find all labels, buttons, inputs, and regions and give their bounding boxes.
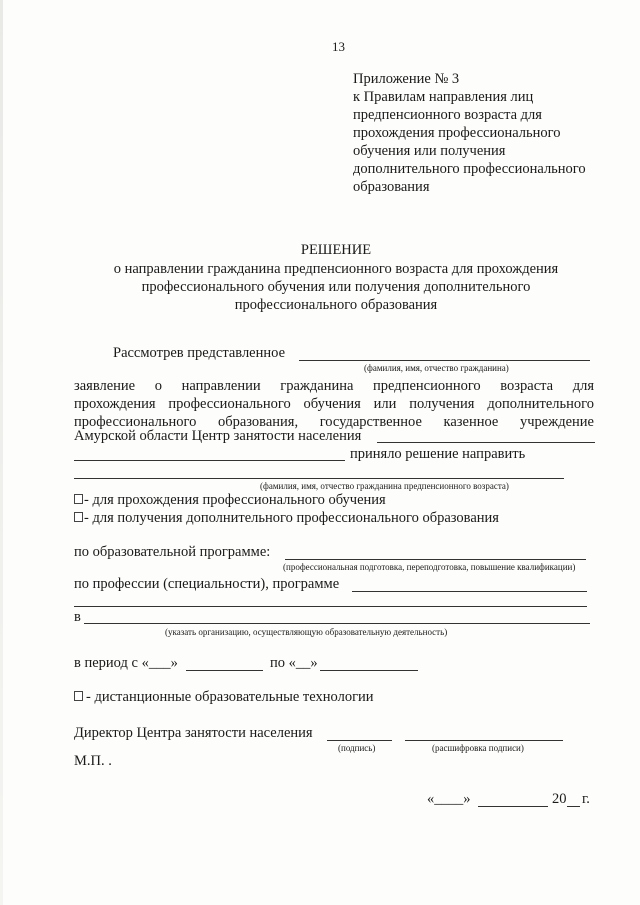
date-day-label: «____» — [427, 791, 471, 807]
subtitle-line: профессионального образования — [234, 297, 438, 313]
page-number: 13 — [332, 39, 345, 54]
organization-hint: (указать организацию, осуществляющую образовательную деятельность) — [165, 627, 448, 637]
date-suffix-label: г. — [582, 791, 590, 807]
application-paragraph — [74, 377, 594, 431]
signature-hint: (подпись) — [338, 743, 376, 753]
employment-center-label: Амурской области Центр занятости населения — [74, 428, 362, 444]
signature-decoding-field[interactable] — [405, 740, 563, 741]
paragraph-line: профессионального образования, государственное казенное учреждение — [74, 414, 594, 430]
decision-prefix-field[interactable] — [74, 460, 345, 461]
paragraph-line: прохождения профессионального обучения или получения дополнительного — [74, 396, 594, 412]
organization-field[interactable] — [84, 623, 590, 624]
appendix-line: предпенсионного возраста для — [353, 107, 542, 123]
fio-preretirement-field[interactable] — [74, 478, 564, 479]
signature-field[interactable] — [327, 740, 392, 741]
profession-field[interactable] — [352, 591, 587, 592]
date-year-field[interactable] — [567, 806, 580, 807]
appendix-line: прохождения профессионального — [353, 125, 561, 141]
signature-decoding-hint: (расшифровка подписи) — [432, 743, 524, 753]
profession-field-continued[interactable] — [74, 606, 587, 607]
appendix-line: дополнительного профессионального — [353, 161, 586, 177]
director-label: Директор Центра занятости населения — [74, 725, 313, 741]
decision-label: приняло решение направить — [350, 446, 526, 462]
program-hint: (профессиональная подготовка, переподготовка, повышение квалификации) — [283, 562, 576, 572]
document-title: РЕШЕНИЕ — [300, 242, 372, 258]
period-to-month-field[interactable] — [320, 670, 418, 671]
fio-citizen-hint: (фамилия, имя, отчество гражданина) — [364, 363, 509, 373]
program-label: по образовательной программе: — [74, 544, 271, 560]
in-label: в — [74, 609, 81, 625]
stamp-label: М.П. . — [74, 753, 112, 769]
appendix-block — [353, 70, 586, 196]
paragraph-line: заявление о направлении гражданина предпенсионного возраста для — [74, 378, 594, 394]
period-from-label: в период с «___» — [74, 655, 178, 671]
appendix-line: обучения или получения — [353, 143, 506, 159]
profession-label: по профессии (специальности), программе — [74, 576, 340, 592]
distance-checkbox[interactable] — [74, 691, 83, 701]
program-field[interactable] — [285, 559, 586, 560]
fio-citizen-field[interactable] — [299, 360, 590, 361]
appendix-line: к Правилам направления лиц — [353, 89, 534, 105]
appendix-title: Приложение № 3 — [353, 71, 460, 87]
additional-education-checkbox[interactable] — [74, 512, 83, 522]
considered-label: Рассмотрев представленное — [113, 345, 286, 361]
document-subtitle — [0, 260, 640, 314]
period-from-month-field[interactable] — [186, 670, 263, 671]
subtitle-line: о направлении гражданина предпенсионного возраста для прохождения — [113, 261, 559, 277]
distance-label: - дистанционные образовательные технологии — [86, 689, 374, 705]
subtitle-line: профессионального обучения или получения дополнительного — [141, 279, 531, 295]
training-checkbox[interactable] — [74, 494, 83, 504]
date-year-label: 20 — [552, 791, 567, 807]
scan-edge — [0, 0, 3, 905]
option-additional-label: - для получения дополнительного профессионального образования — [84, 510, 499, 526]
appendix-line: образования — [353, 179, 430, 195]
employment-center-field[interactable] — [377, 442, 595, 443]
date-month-field[interactable] — [478, 806, 548, 807]
period-to-label: по «__» — [270, 655, 318, 671]
option-training-label: - для прохождения профессионального обучения — [84, 492, 386, 508]
fio-preretirement-hint: (фамилия, имя, отчество гражданина предпенсионного возраста) — [260, 481, 509, 491]
